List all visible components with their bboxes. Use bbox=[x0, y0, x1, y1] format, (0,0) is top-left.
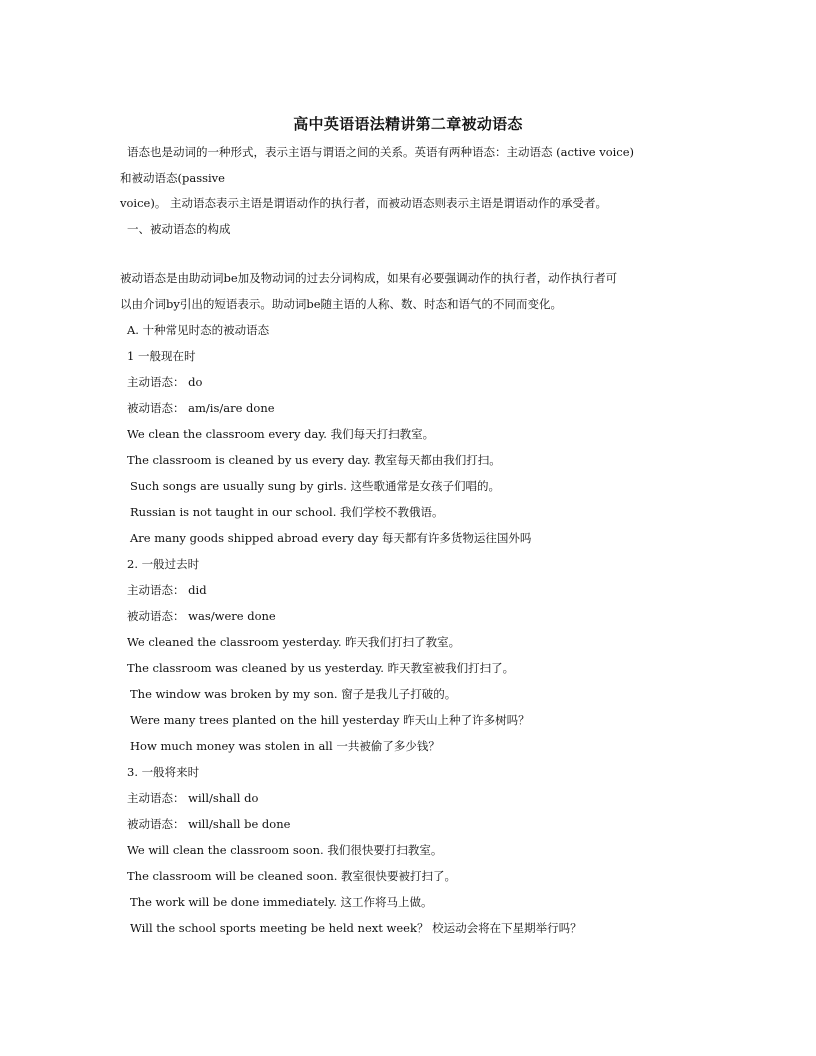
tense-heading-2: 2. 一般过去时 bbox=[127, 557, 200, 571]
example-line: We cleaned the classroom yesterday. 昨天我们打扫了教室。 bbox=[127, 635, 461, 649]
example-line: Are many goods shipped abroad every day 每天都有许多货物运往国外吗 bbox=[130, 531, 532, 545]
intro-line-2: 和被动语态(passive bbox=[120, 171, 225, 185]
text-line: 被动语态： was/were done bbox=[127, 609, 276, 623]
document-title: 高中英语语法精讲第二章被动语态 bbox=[293, 115, 523, 133]
tense-heading-3: 3. 一般将来时 bbox=[127, 765, 200, 779]
example-line: Will the school sports meeting be held next week？ 校运动会将在下星期举行吗？ bbox=[130, 921, 582, 935]
subsection-heading: A. 十种常见时态的被动语态 bbox=[127, 323, 270, 337]
example-line: The classroom will be cleaned soon. 教室很快要被打扫了。 bbox=[127, 869, 457, 883]
example-line: Were many trees planted on the hill yesterday 昨天山上种了许多树吗？ bbox=[130, 713, 530, 727]
example-line: The classroom was cleaned by us yesterday. 昨天教室被我们打扫了。 bbox=[127, 661, 515, 675]
example-line: The work will be done immediately. 这工作将马上做。 bbox=[130, 895, 433, 909]
section-heading: 一、被动语态的构成 bbox=[127, 222, 231, 236]
text-line: 被动语态： am/is/are done bbox=[127, 401, 275, 415]
text-line: 主动语态： did bbox=[127, 583, 207, 597]
intro-line-3: voice)。 主动语态表示主语是谓语动作的执行者，而被动语态则表示主语是谓语动作的承受者。 bbox=[120, 196, 607, 210]
example-line: How much money was stolen in all 一共被偷了多少钱？ bbox=[130, 739, 440, 753]
tense-heading-1: 1 一般现在时 bbox=[127, 349, 196, 363]
example-line: We clean the classroom every day. 我们每天打扫教室。 bbox=[127, 427, 435, 441]
example-line: Russian is not taught in our school. 我们学校不教俄语。 bbox=[130, 505, 444, 519]
intro-line-1: 语态也是动词的一种形式，表示主语与谓语之间的关系。英语有两种语态：主动语态 (active voice) bbox=[127, 145, 635, 159]
example-line: Such songs are usually sung by girls. 这些歌通常是女孩子们唱的。 bbox=[130, 479, 501, 493]
paragraph-line-1: 被动语态是由助动词be加及物动词的过去分词构成，如果有必要强调动作的执行者，动作执行者可 bbox=[120, 271, 618, 285]
text-line: 主动语态： do bbox=[127, 375, 203, 389]
example-line: The classroom is cleaned by us every day. 教室每天都由我们打扫。 bbox=[127, 453, 501, 467]
text-line: 主动语态： will/shall do bbox=[127, 791, 259, 805]
text-line: 被动语态： will/shall be done bbox=[127, 817, 291, 831]
example-line: We will clean the classroom soon. 我们很快要打扫教室。 bbox=[127, 843, 443, 857]
example-line: The window was broken by my son. 窗子是我儿子打破的。 bbox=[130, 687, 457, 701]
paragraph-line-2: 以由介词by引出的短语表示。助动词be随主语的人称、数、时态和语气的不同而变化。 bbox=[120, 297, 563, 311]
